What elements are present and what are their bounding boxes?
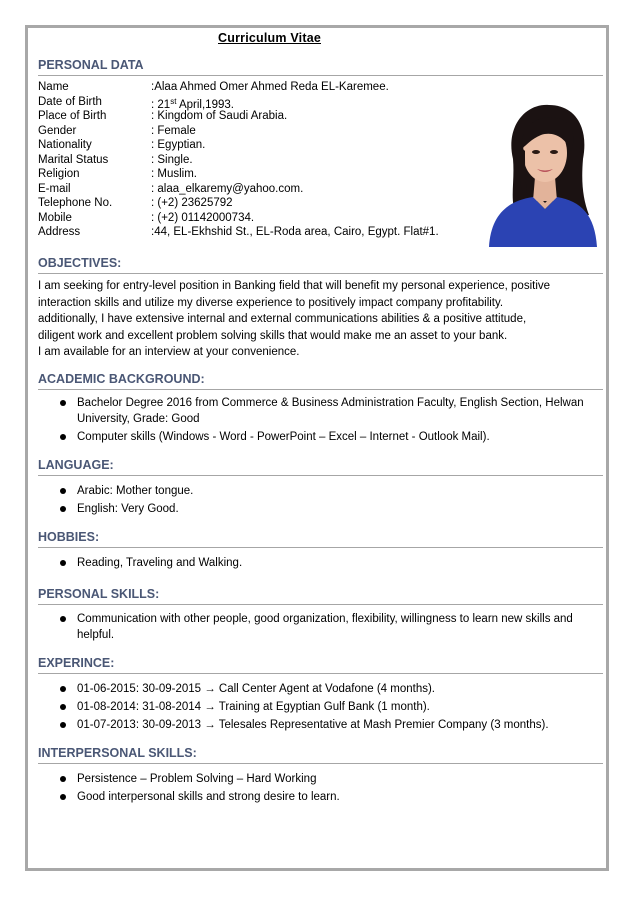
objectives-line: diligent work and excellent problem solving skills that would make me an asset to your bank. (38, 329, 508, 342)
telephone-label: Telephone No. (38, 197, 113, 209)
list-item: Arabic: Mother tongue. (38, 483, 604, 499)
skills-list (38, 611, 604, 645)
list-item: Communication with other people, good organization, flexibility, willingness to learn new skills and helpful. (38, 611, 604, 643)
list-item: 01-08-2014: 31-08-2014 → Training at Egyptian Gulf Bank (1 month). (38, 699, 604, 715)
document-title: Curriculum Vitae (218, 31, 321, 45)
pob-label: Place of Birth (38, 110, 107, 122)
bullet-icon (60, 686, 66, 692)
section-heading-experience: EXPERINCE: (38, 656, 603, 674)
bullet-icon (60, 400, 66, 406)
email-label: E-mail (38, 182, 71, 195)
objectives-line: interaction skills and utilize my diverse experience to positively impact company profitability. (38, 296, 504, 309)
bullet-icon (60, 560, 66, 566)
bullet-icon (60, 722, 66, 728)
marital-label: Marital Status (38, 153, 109, 166)
interpersonal-list (38, 771, 604, 807)
bullet-icon (60, 506, 66, 512)
telephone-value: : (+2) 23625792 (151, 197, 233, 209)
mobile-value: : (+2) 01142000734. (151, 211, 255, 224)
dob-superscript: st (170, 96, 177, 106)
bullet-icon (60, 794, 66, 800)
religion-label: Religion (38, 168, 80, 180)
mobile-label: Mobile (38, 211, 72, 224)
list-item: 01-07-2013: 30-09-2013 → Telesales Representative at Mash Premier Company (3 months). (38, 717, 604, 733)
section-heading-objectives: OBJECTIVES: (38, 256, 603, 274)
objectives-text (38, 278, 604, 361)
list-item: English: Very Good. (38, 501, 604, 517)
section-heading-personal-data: PERSONAL DATA (38, 58, 603, 76)
section-heading-language: LANGUAGE: (38, 458, 603, 476)
objectives-line: additionally, I have extensive internal and external communications abilities & a positive attitude, (38, 313, 527, 325)
dob-label: Date of Birth (38, 95, 102, 108)
nationality-value: : Egyptian. (151, 139, 206, 151)
email-value[interactable]: : alaa_elkaremy@yahoo.com. (151, 182, 304, 195)
profile-photo (483, 97, 601, 247)
hobbies-list (38, 555, 604, 573)
list-item: Computer skills (Windows - Word - PowerPoint – Excel – Internet - Outlook Mail). (38, 429, 604, 445)
marital-value: : Single. (151, 153, 193, 166)
name-label: Name (38, 81, 69, 93)
nationality-label: Nationality (38, 139, 92, 151)
dob-suffix: April,1993. (176, 98, 234, 111)
name-value: :Alaa Ahmed Omer Ahmed Reda EL-Karemee. (151, 81, 389, 93)
objectives-line: I am seeking for entry-level position in Banking field that will benefit my personal experience, positive (38, 280, 551, 292)
section-heading-hobbies: HOBBIES: (38, 530, 603, 548)
section-heading-academic: ACADEMIC BACKGROUND: (38, 372, 603, 390)
language-list (38, 483, 604, 519)
address-label: Address (38, 226, 81, 238)
list-item: 01-06-2015: 30-09-2015 → Call Center Agent at Vodafone (4 months). (38, 681, 604, 697)
list-item: Good interpersonal skills and strong desire to learn. (38, 789, 604, 805)
gender-value: : Female (151, 124, 196, 137)
section-heading-personal-skills: PERSONAL SKILLS: (38, 587, 603, 605)
list-item: Reading, Traveling and Walking. (38, 555, 604, 571)
bullet-icon (60, 776, 66, 782)
gender-label: Gender (38, 124, 77, 137)
address-value: :44, EL-Ekhshid St., EL-Roda area, Cairo, Egypt. Flat#1. (151, 226, 439, 238)
bullet-icon (60, 488, 66, 494)
objectives-line: I am available for an interview at your convenience. (38, 346, 300, 358)
religion-value: : Muslim. (151, 168, 197, 180)
dob-prefix: : 21 (151, 98, 171, 111)
experience-list (38, 681, 604, 735)
list-item: Bachelor Degree 2016 from Commerce & Business Administration Faculty, English Section, Helwan University, Grade: Good (38, 395, 604, 427)
bullet-icon (60, 434, 66, 440)
bullet-icon (60, 704, 66, 710)
academic-list (38, 395, 604, 447)
list-item: Persistence – Problem Solving – Hard Working (38, 771, 604, 787)
bullet-icon (60, 616, 66, 622)
pob-value: : Kingdom of Saudi Arabia. (151, 110, 288, 122)
section-heading-interpersonal: INTERPERSONAL SKILLS: (38, 746, 603, 764)
